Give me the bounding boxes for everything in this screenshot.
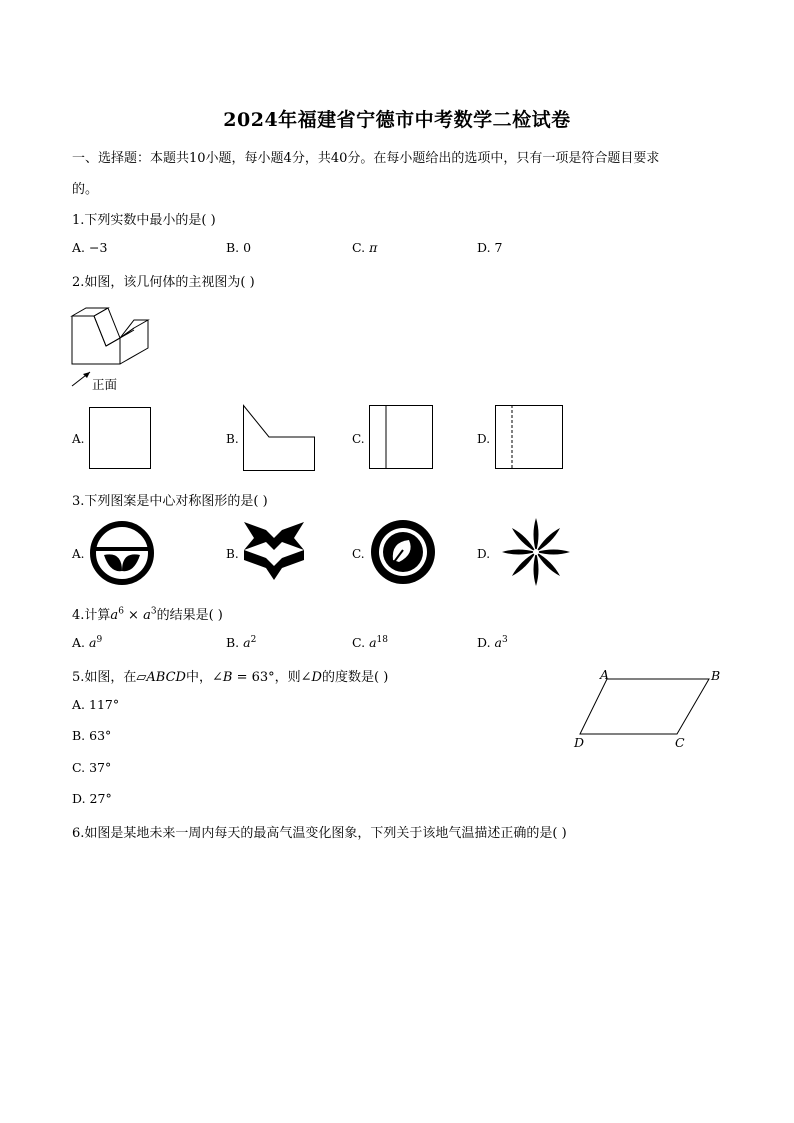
q3-option-d-label[interactable]: D. xyxy=(477,547,491,561)
math-var: ABCD xyxy=(146,670,186,685)
stem-text: 如图，在 xyxy=(84,670,137,685)
q2-option-c-figure[interactable] xyxy=(369,405,433,469)
option-value: π xyxy=(369,240,378,255)
section-heading: 一、选择题：本题共10小题，每小题4分，共40分。在每小题给出的选项中，只有一项是符合题目要求 xyxy=(72,151,660,166)
q2-option-a-label[interactable]: A. xyxy=(72,432,85,446)
stem-text: 的结果是( ) xyxy=(156,608,223,623)
math-exponent: 2 xyxy=(250,635,257,645)
question-5 xyxy=(72,666,388,685)
math-base: a xyxy=(143,608,151,623)
math-var: B xyxy=(222,670,233,685)
q4-option-b[interactable] xyxy=(226,635,256,650)
option-label: B. xyxy=(226,240,240,255)
math-exponent: 18 xyxy=(376,635,388,645)
option-value: 7 xyxy=(494,240,503,255)
q4-option-c[interactable] xyxy=(352,635,388,650)
option-label: A. xyxy=(72,240,86,255)
q4-option-d[interactable] xyxy=(477,635,508,650)
vertex-label-a: A xyxy=(600,667,610,682)
option-value: 27° xyxy=(89,791,112,806)
math-base: a xyxy=(494,635,502,651)
option-value: 63° xyxy=(89,728,112,743)
arrow-icon xyxy=(72,372,90,386)
option-label: D. xyxy=(477,240,491,255)
question-stem: 下列实数中最小的是( ) xyxy=(84,213,216,228)
question-stem: 下列图案是中心对称图形的是( ) xyxy=(84,494,268,509)
q1-option-a[interactable] xyxy=(72,240,107,255)
question-number: 3. xyxy=(72,494,85,509)
option-value: −3 xyxy=(89,240,108,255)
question-3 xyxy=(72,490,268,509)
math-base: a xyxy=(369,635,377,651)
vertex-label-b: B xyxy=(711,668,721,683)
question-stem: 如图，该几何体的主视图为( ) xyxy=(84,275,255,290)
math-base: a xyxy=(89,635,97,651)
option-label: C. xyxy=(72,760,86,775)
stem-text: 计算 xyxy=(84,608,111,623)
question-number: 5. xyxy=(72,670,85,685)
option-value: 0 xyxy=(243,240,252,255)
question-number: 1. xyxy=(72,213,85,228)
q5-option-b[interactable] xyxy=(72,728,111,743)
math-operator: × xyxy=(123,608,144,623)
q3-option-a-label[interactable]: A. xyxy=(72,547,85,561)
option-label: B. xyxy=(72,728,86,743)
math-exponent: 3 xyxy=(150,606,157,617)
q2-option-b-label[interactable]: B. xyxy=(226,432,239,446)
question-1 xyxy=(72,209,216,228)
parallelogram-figure xyxy=(570,666,730,756)
stem-text: = 63°，则∠ xyxy=(232,670,312,685)
math-exponent: 9 xyxy=(96,635,103,645)
q1-option-b[interactable] xyxy=(226,240,251,255)
section-heading-continued: 的。 xyxy=(72,182,99,197)
option-value: 37° xyxy=(89,760,112,775)
question-4 xyxy=(72,604,223,623)
option-label: C. xyxy=(352,240,366,255)
q2-option-b-figure[interactable] xyxy=(243,405,315,471)
question-number: 6. xyxy=(72,826,85,841)
question-number: 2. xyxy=(72,275,85,290)
question-number: 4. xyxy=(72,608,85,623)
q5-option-d[interactable] xyxy=(72,791,112,806)
q3-option-d-flower-icon[interactable] xyxy=(497,516,575,588)
q2-option-d-figure[interactable] xyxy=(495,405,563,469)
option-label: A. xyxy=(72,635,86,651)
question-6 xyxy=(72,822,567,841)
stem-text: 的度数是( ) xyxy=(321,670,389,685)
q2-option-a-figure[interactable] xyxy=(89,407,151,469)
q5-option-c[interactable] xyxy=(72,760,111,775)
math-var: D xyxy=(311,670,322,685)
option-label: A. xyxy=(72,697,86,712)
question-stem: 如图是某地未来一周内每天的最高气温变化图象，下列关于该地气温描述正确的是( ) xyxy=(84,826,567,841)
math-base: a xyxy=(110,608,119,623)
option-value: 117° xyxy=(89,697,120,712)
q3-option-c-label[interactable]: C. xyxy=(352,547,365,561)
math-exponent: 6 xyxy=(118,606,124,617)
q3-option-a-emblem-icon[interactable] xyxy=(90,521,154,585)
q1-option-d[interactable] xyxy=(477,240,503,255)
vertex-label-c: C xyxy=(675,735,685,750)
option-label: D. xyxy=(477,635,491,651)
math-exponent: 3 xyxy=(502,635,508,645)
q4-option-a[interactable] xyxy=(72,635,102,650)
page-title: 2024年福建省宁德市中考数学二检试卷 xyxy=(223,109,571,131)
figure-caption: 正面 xyxy=(92,377,118,392)
q5-option-a[interactable] xyxy=(72,697,119,712)
option-label: D. xyxy=(72,791,86,806)
vertex-label-d: D xyxy=(574,735,585,750)
q1-option-c[interactable] xyxy=(352,240,377,255)
q3-option-b-label[interactable]: B. xyxy=(226,547,239,561)
question-2 xyxy=(72,271,255,290)
q3-option-c-leaf-icon[interactable] xyxy=(369,518,437,586)
math-base: a xyxy=(243,635,251,651)
stem-text: 中，∠ xyxy=(185,670,223,685)
parallelogram-symbol: ▱ xyxy=(136,670,147,685)
option-label: C. xyxy=(352,635,366,651)
q2-option-c-label[interactable]: C. xyxy=(352,432,365,446)
q2-option-d-label[interactable]: D. xyxy=(477,432,491,446)
option-label: B. xyxy=(226,635,240,651)
q3-option-b-book-icon[interactable] xyxy=(242,520,306,584)
